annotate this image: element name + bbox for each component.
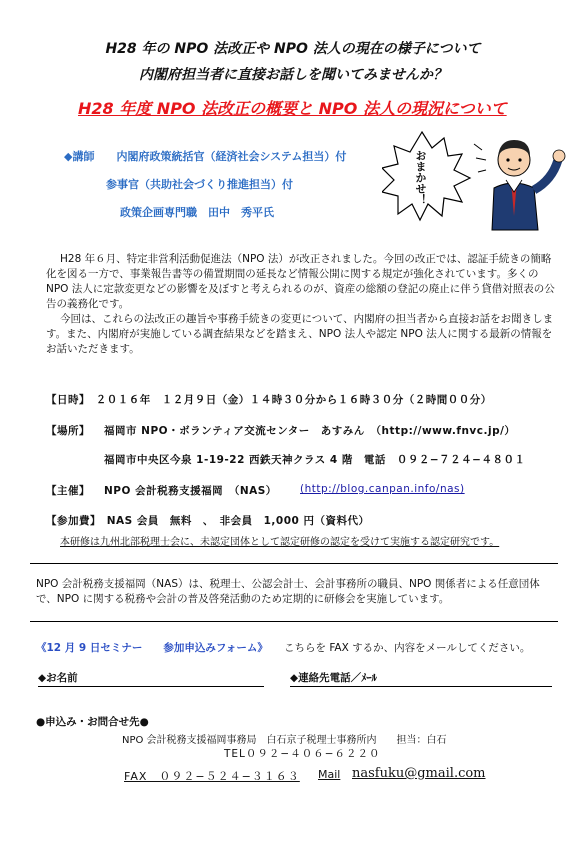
lecturer-line2: 参事官（共助社会づくり推進担当）付 [106,178,293,191]
mail-address-link[interactable]: nasfuku@gmail.com [352,766,486,781]
intro-paragraph-1: H28 年６月、特定非営利活動促進法（NPO 法）が改正されました。今回の改正では、認証手続きの簡略化を図る一方で、事業報告書等の備置期間の延長など情報公開に関する規定が強化されています。多くの NPO 法人に定款変更などの影響を及ぼすと考えられるのが、資産の総額の登記の廃止に伴う貸借対照表の公告の義務化です。 [46,253,555,310]
divider [30,621,558,622]
divider [30,563,558,564]
speech-bubble [382,130,582,239]
office-name: NPO 会計税務支援福岡事務局 白石京子税理士事務所内 担当：白石 [122,735,447,746]
certification-note: 本研修は九州北部税理士会に、未認定団体として認定研修の認定を受けて実施する認定研究です。 [60,537,500,548]
contact-field-label: ◆連絡先電話／ﾒｰﾙ [290,672,377,684]
office-tel: TEL０９２−４０６−６２２０ [224,748,381,760]
office-fax: FAX ０９２−５２４−３１６３ [124,770,300,783]
event-address: 福岡市中央区今泉 1-19-22 西鉄天神クラス 4 階 電話 ０９２−７２４−４８０１ [104,454,526,466]
headline-line2: 内閣府担当者に直接お話しを聞いてみませんか？ [139,67,447,83]
lecturer-line3: 政策企画専門職 田中 秀平氏 [120,206,274,219]
about-nas: NPO 会計税務支援福岡（NAS）は、税理士、公認会計士、会計事務所の職員、NPO 関係者による任意団体で、NPO に関する税務や会計の普及啓発活動のため定期的に研修会を実施しています。 [36,578,540,605]
mail-label: Mail [318,768,341,781]
host-url-link[interactable]: (http://blog.canpan.info/nas) [300,483,465,495]
host-label: 【主催】 [46,485,90,497]
place-label: 【場所】 [46,425,90,437]
lecturer-line1: ◆講師 内閣府政策統括官（経済社会システム担当）付 [64,150,347,163]
participation-fee: 【参加費】 NAS 会員 無料 、 非会員 1,000 円（資料代） [46,515,370,527]
event-date: 【日時】 ２０１６年 １２月９日（金）１４時３０分から１６時３０分（２時間００分） [46,394,492,406]
name-field[interactable] [38,684,264,687]
event-place: 福岡市 NPO・ボランティア交流センター あすみん （http://www.fnvc.jp/） [104,425,516,437]
headline-line1: H28 年の NPO 法改正や NPO 法人の現在の様子について [105,41,481,57]
intro-paragraph-2: 今回は、これらの法改正の趣旨や事務手続きの変更について、内閣府の担当者から直接お話をお聞きします。また、内閣府が実施している調査結果などを踏まえ、NPO 法人や認定 NPO 法人に関する最新の情報をお話いただきます。 [46,313,554,355]
bubble-text: おまかせ！ [414,150,427,205]
form-title: 《12 月 9 日セミナー 参加申込みフォーム》 [36,642,268,654]
contact-field[interactable] [290,684,552,687]
event-title: H28 年度 NPO 法改正の概要と NPO 法人の現況について [78,99,507,118]
form-instruction: こちらを FAX するか、内容をメールしてください。 [284,642,531,654]
name-field-label: ◆お名前 [38,672,78,684]
host-name: NPO 会計税務支援福岡 （NAS） [104,485,277,497]
contact-heading: ●申込み・お問合せ先● [36,716,149,728]
